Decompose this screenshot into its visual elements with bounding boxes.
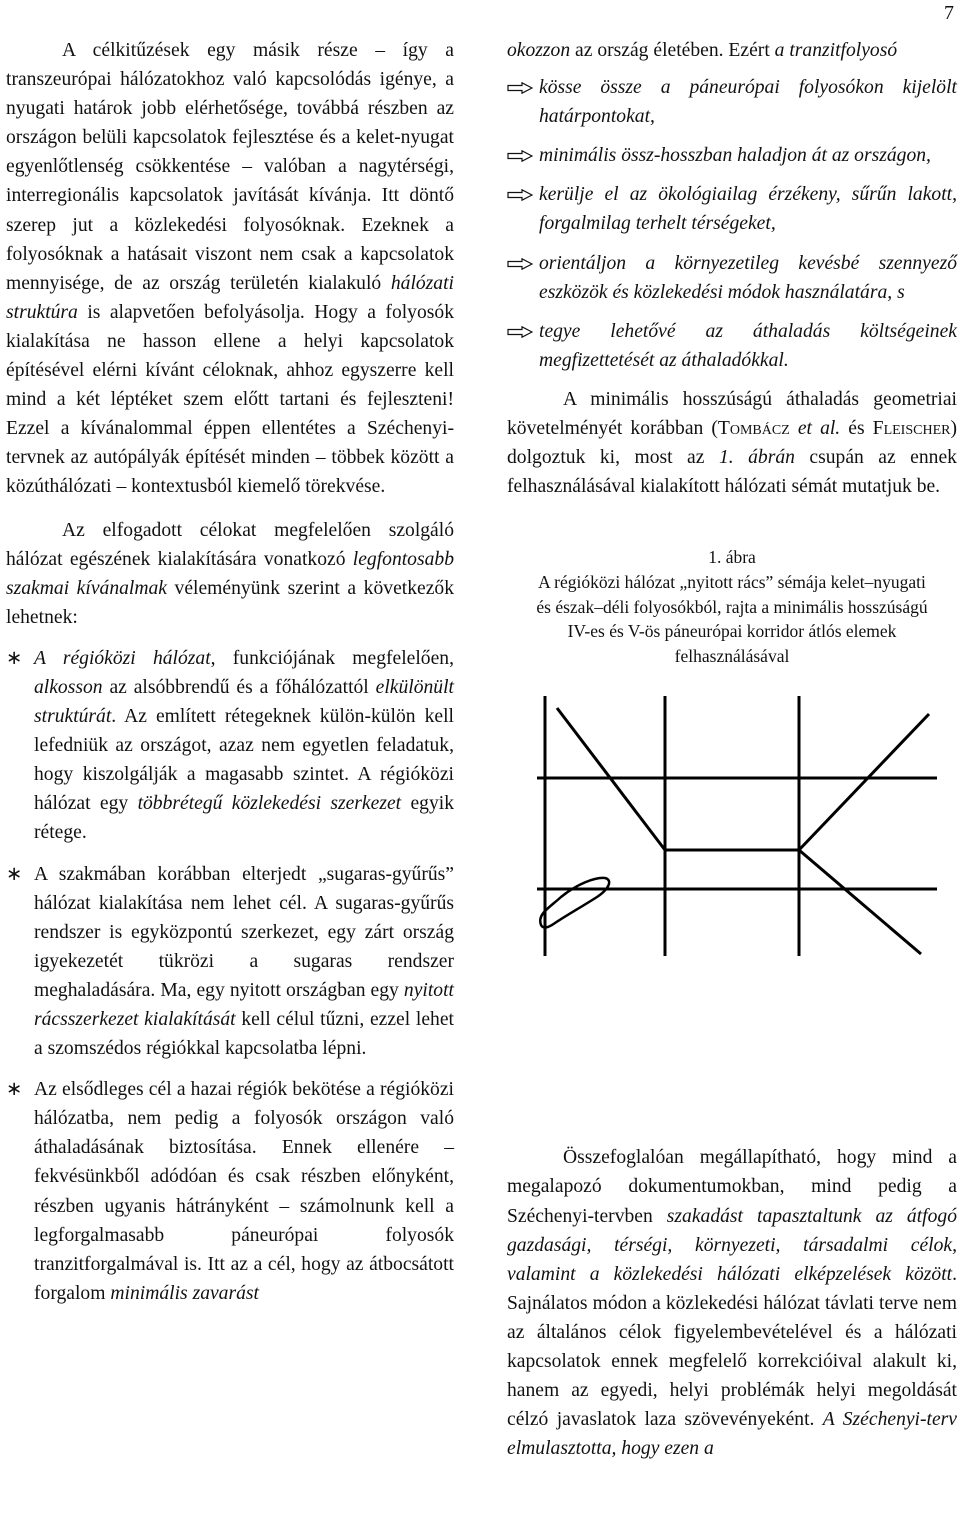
right-paragraph-2: A minimális hosszúságú áthaladás geometriai követelményét korábban (Tombácz et al. és Fleischer) dolgoztuk ki, most az 1. ábrán csupán az ennek felhasználásával kialakított hálózati sémát mutatjuk be. (507, 388, 957, 498)
list-item-text: minimális össz-hosszban haladjon át az országon, (539, 145, 931, 167)
diagonal-corridor-line (799, 850, 921, 954)
hollow-arrow-icon (507, 258, 533, 270)
figure-caption-block (507, 545, 957, 668)
page-number: 7 (944, 2, 954, 24)
diagonal-corridor-line (799, 714, 929, 850)
left-paragraph-2: Az elfogadott célokat megfelelően szolgáló hálózat egészének kialakítására vonatkozó legfontosabb szakmai kívánalmak véleményünk szerint a következők lehetnek: (6, 519, 454, 628)
right-paragraph-1: okozzon az ország életében. Ezért a tranzitfolyosó (507, 40, 898, 61)
right-paragraph-3: Összefoglalóan megállapítható, hogy mind a megalapozó dokumentumokban, mind pedig a Széchenyi-tervben szakadást tapasztaltunk az átfogó gazdasági, térségi, környezeti, társadalmi célok, valamint a közlekedési hálózati elképzelések között. Sajnálatos módon a közlekedési hálózat távlati terve nem az általános célok figyelembevételével és a hálózati kapcsolatok ennek megfelelő korrekcióival alakult ki, hanem az egyedi, helyi problémák helyi megoldását célzó javaslatok laza szövevényeként. A Széchenyi-terv elmulasztotta, hogy ezen a (507, 1147, 957, 1460)
list-item-text: kerülje el az ökológiailag érzékeny, sűrűn lakott, forgalmilag terhelt térségeket, (539, 184, 957, 235)
figure-number: 1. ábra (708, 547, 756, 568)
asterisk-icon: ∗ (6, 863, 23, 885)
list-item (507, 249, 957, 307)
transit-corridor-list (507, 73, 957, 375)
list-item (6, 644, 454, 848)
asterisk-icon: ∗ (6, 1079, 23, 1101)
list-item-text: orientáljon a környezetileg kevésbé szennyező eszközök és közlekedési módok használatára, s (539, 252, 957, 303)
figure-caption: A régióközi hálózat „nyitott rács” sémája kelet–nyugati és észak–déli folyosókból, rajta a minimális hosszúságú IV-es és V-ös páneurópai korridor átlós elemek felhasználásával (536, 571, 928, 666)
network-grid-diagram (537, 696, 937, 956)
list-item (6, 860, 454, 1064)
left-paragraph-1: A célkitűzések egy másik része – így a transzeurópai hálózatokhoz való kapcsolódás igénye, a nyugati határok jobb elérhetősége, továbbá részben az országon belüli kapcsolatok fejlesztése és a kelet-nyugat egyenlőtlenség csökkentése – valóban a nagytérségi, interregionális kapcsolatok javítását kívánja. Itt döntő szerep jut a közlekedési folyosóknak. Ezeknek a folyosóknak a hatásait viszont nem csak a kapcsolatok mennyisége, de az ország területén kialakuló hálózati struktúra is alapvetően befolyásolja. Hogy a folyosók kialakítása ne hasson ellene a helyi kapcsolatok építésével elérni kívánt céloknak, ahhoz egyszerre kell mind a két léptéket szem előtt tartani és fejleszteni! Ezzel a kívánalommal éppen ellentétes a Széchenyi-tervnek az autópályák építését minden – többek között a közúthálózati – kontextusból kiemelő törekvése. (6, 40, 454, 498)
list-item-text: A régióközi hálózat, funkciójának megfelelően, alkosson az alsóbbrendű és a főhálózattól elkülönült struktúrát. Az említett rétegeknek külön-külön kell lefedniük az országot, azaz nem egyetlen feladatuk, hogy kiszolgálják a magasabb szintet. A régióközi hálózat egy többrétegű közlekedési szerkezet egyik rétege. (34, 647, 454, 844)
list-item (507, 317, 957, 375)
left-column (6, 36, 454, 1320)
lake-shape (540, 878, 609, 928)
hollow-arrow-icon (507, 150, 533, 162)
list-item-text: tegye lehetővé az áthaladás költségeinek megfizettetését az áthaladókkal. (539, 320, 957, 371)
hollow-arrow-icon (507, 326, 533, 338)
hollow-arrow-icon (507, 82, 533, 94)
list-item (507, 180, 957, 238)
list-item (507, 141, 957, 170)
list-item-text: Az elsődleges cél a hazai régiók bekötése a régióközi hálózatba, nem pedig a folyosók országon való áthaladásának biztosítása. Ennek ellenére – fekvésünkből adódóan és csak részben előnyként, részben ugyanis hátrányként – számolnunk kell a legforgalmasabb páneurópai folyosók tranzitforgalmával is. Itt az a cél, hogy az átbocsátott forgalom minimális zavarást (34, 1079, 454, 1304)
hollow-arrow-icon (507, 189, 533, 201)
asterisk-icon: ∗ (6, 647, 23, 669)
list-item-text: A szakmában korábban elterjedt „sugaras-gyűrűs” hálózat kialakítása nem lehet cél. A sugaras-gyűrűs rendszer is egyközpontú szerkezet, egy zárt ország igyekezetét tükrözi a sugaras rendszer meghaladására. Ma, egy nyitott országban egy nyitott rácsszerkezet kialakítását kell célul tűzni, ezzel lehet a szomszédos régiókkal kapcsolatba lépni. (34, 863, 454, 1060)
list-item-text: kösse össze a páneurópai folyosókon kijelölt határpontokat, (539, 77, 957, 128)
list-item (507, 73, 957, 131)
requirements-list (6, 644, 454, 1308)
right-column (507, 36, 957, 1463)
list-item (6, 1075, 454, 1308)
